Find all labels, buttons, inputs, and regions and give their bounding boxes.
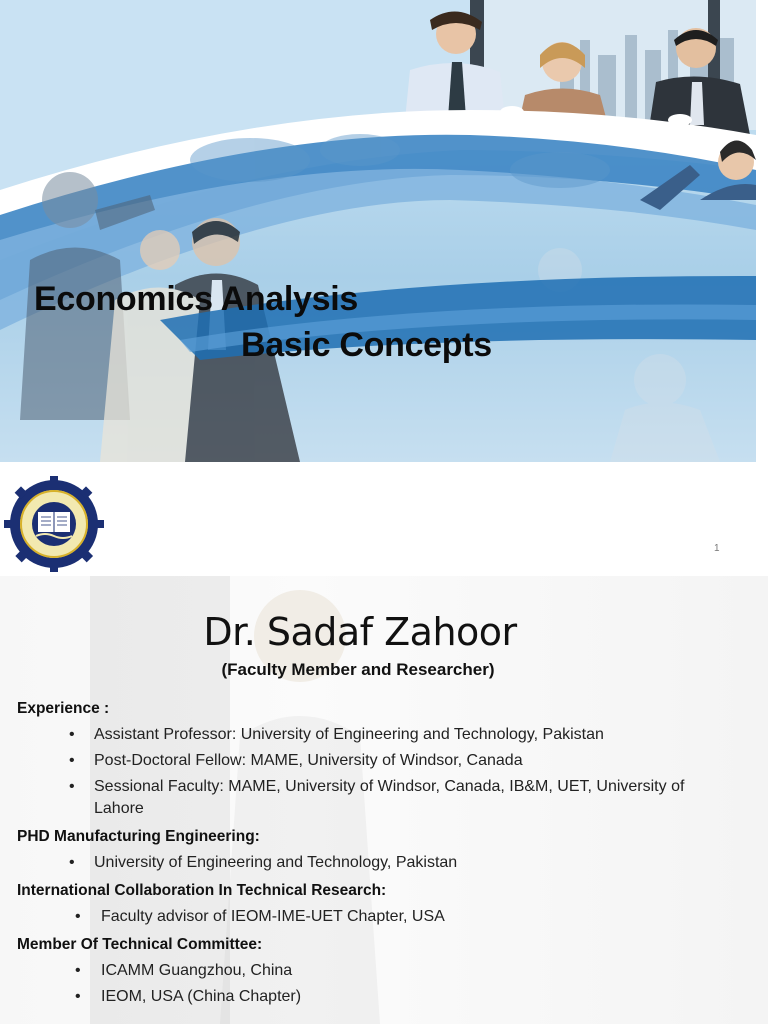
list-item: • ICAMM Guangzhou, China bbox=[17, 960, 757, 982]
bullet-icon: • bbox=[75, 962, 81, 979]
list-item: • University of Engineering and Technology, Pakistan bbox=[17, 852, 757, 874]
bullet-icon: • bbox=[75, 988, 81, 1005]
section-heading-phd: PHD Manufacturing Engineering: bbox=[17, 828, 260, 845]
slide-number: 1 bbox=[714, 543, 720, 554]
slide-title-line1: Economics Analysis bbox=[34, 280, 359, 318]
bullet-icon: • bbox=[69, 752, 75, 769]
presenter-name: Dr. Sadaf Zahoor bbox=[203, 610, 517, 654]
hero-banner bbox=[0, 0, 756, 462]
section-heading-experience: Experience : bbox=[17, 700, 110, 717]
list-item: • IEOM, USA (China Chapter) bbox=[17, 986, 757, 1008]
presenter-role: (Faculty Member and Researcher) bbox=[221, 660, 495, 679]
university-logo bbox=[0, 474, 108, 574]
section-heading-collaboration: International Collaboration In Technical Research: bbox=[17, 882, 387, 899]
hero-illustration bbox=[0, 0, 756, 462]
list-item: • Faculty advisor of IEOM-IME-UET Chapter, USA bbox=[17, 906, 757, 928]
list-item: • Post-Doctoral Fellow: MAME, University of Windsor, Canada bbox=[17, 750, 757, 772]
slide-title-line2: Basic Concepts bbox=[241, 326, 492, 364]
list-item: • Assistant Professor: University of Engineering and Technology, Pakistan bbox=[17, 724, 757, 746]
bullet-icon: • bbox=[75, 908, 81, 925]
bullet-icon: • bbox=[69, 778, 75, 795]
list-item: • Sessional Faculty: MAME, University of Windsor, Canada, IB&M, UET, University of Lahore bbox=[69, 778, 685, 817]
profile-content bbox=[17, 700, 757, 1012]
bullet-icon: • bbox=[69, 726, 75, 743]
profile-slide bbox=[0, 576, 768, 1024]
bullet-icon: • bbox=[69, 854, 75, 871]
section-heading-committee: Member Of Technical Committee: bbox=[17, 936, 263, 953]
